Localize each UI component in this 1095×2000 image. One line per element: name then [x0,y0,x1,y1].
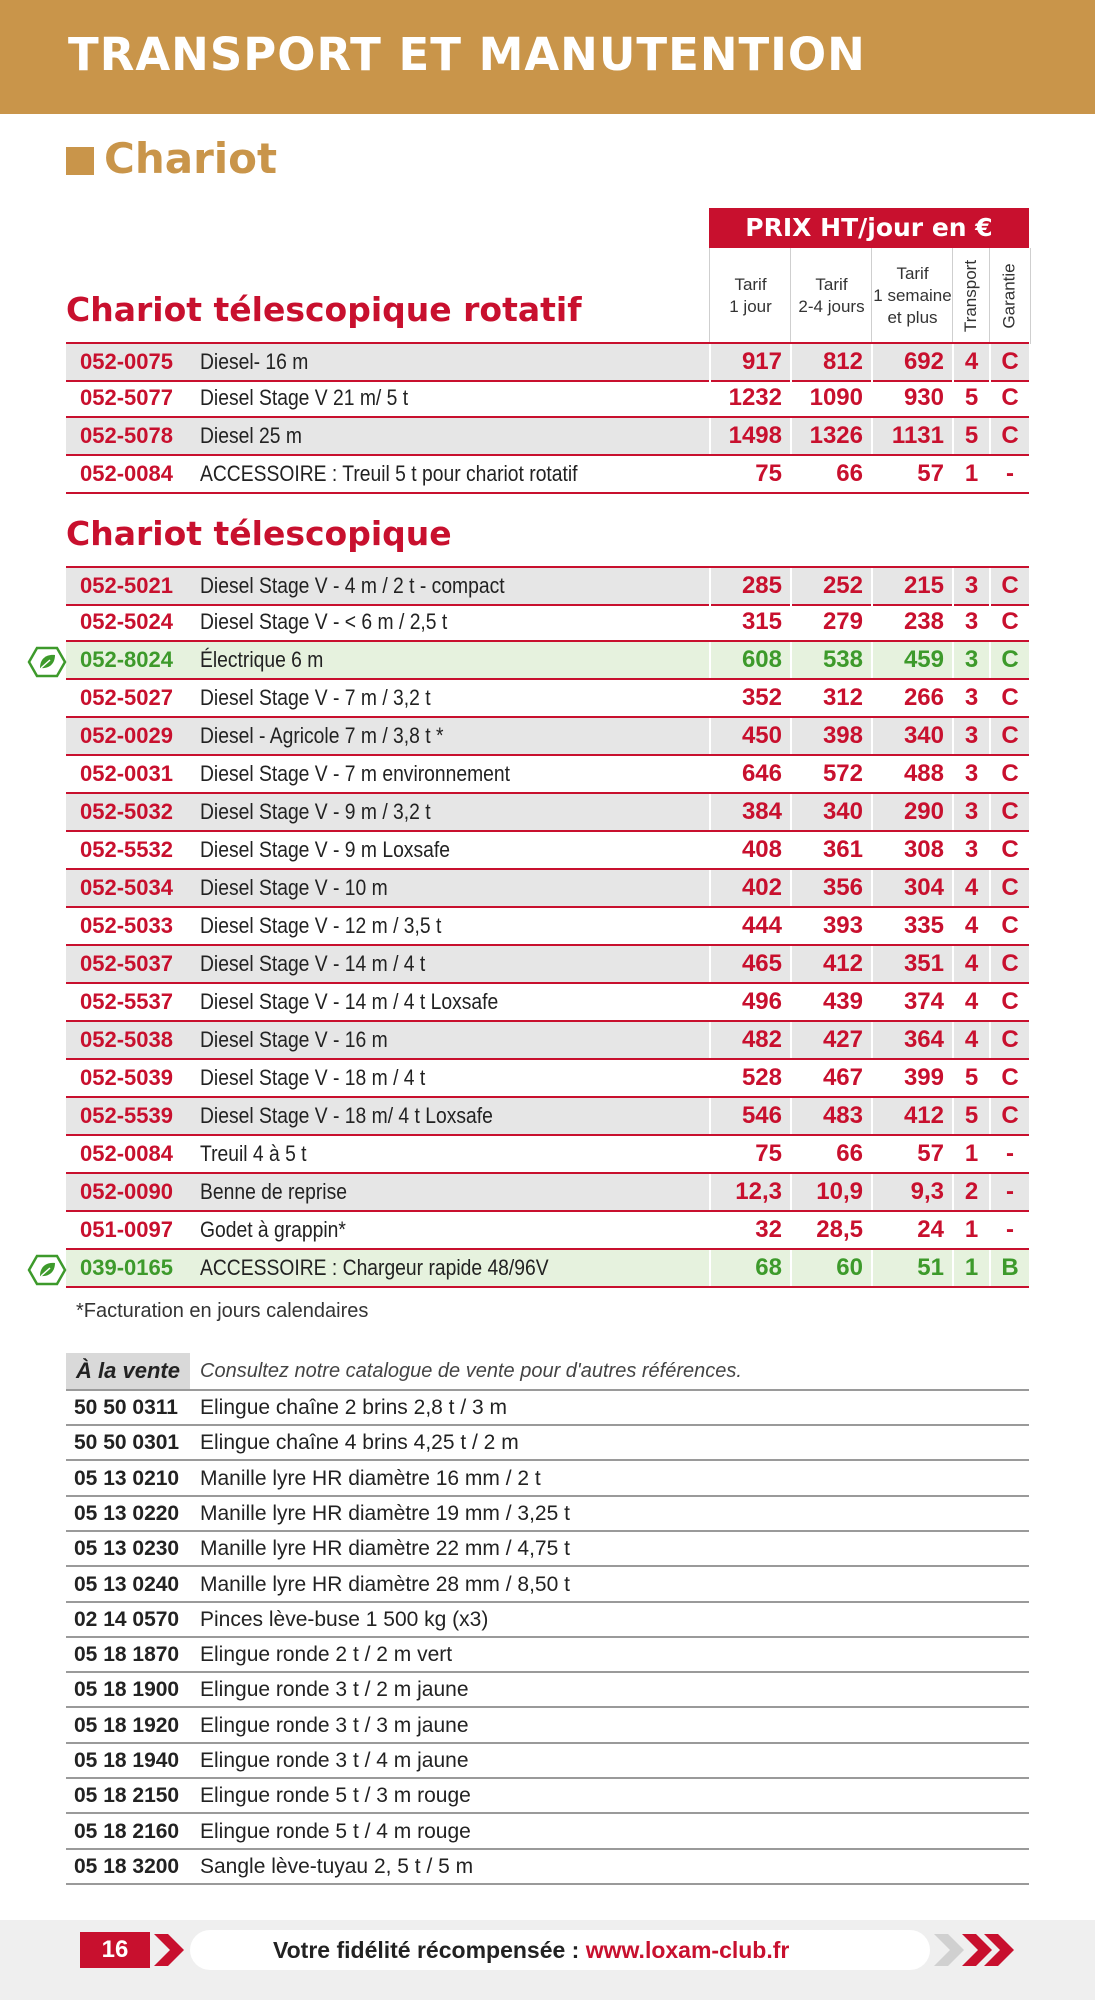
sale-row [66,1532,1029,1567]
product-code: 052-5078 [80,423,173,448]
product-description: Diesel Stage V - 18 m / 4 t [200,1065,426,1090]
sale-label: À la vente [66,1353,190,1389]
price-1-day: 1232 [709,380,790,416]
price-1-week: 692 [871,344,952,380]
product-code: 039-0165 [80,1255,173,1280]
sale-code: 05 13 0240 [74,1572,180,1596]
price-1-day: 384 [709,794,790,830]
price-1-day: 608 [709,642,790,678]
product-code: 052-5532 [80,837,173,862]
transport-code: 3 [952,756,989,792]
banner-title: TRANSPORT ET MANUTENTION [68,28,866,81]
sale-row [66,1497,1029,1532]
sale-code: 05 18 1870 [74,1643,180,1667]
sale-code: 05 13 0230 [74,1537,180,1561]
table-row [66,642,1029,680]
price-1-week: 304 [871,870,952,906]
price-1-day: 646 [709,756,790,792]
table-row [66,870,1029,908]
transport-code: 3 [952,604,989,640]
product-description: Diesel - Agricole 7 m / 3,8 t * [200,723,444,748]
transport-code: 4 [952,344,989,380]
price-2-4-days: 538 [790,642,871,678]
price-1-week: 238 [871,604,952,640]
sale-row [66,1709,1029,1744]
garantie-code: C [989,380,1029,416]
price-1-week: 459 [871,642,952,678]
product-description: Diesel Stage V - 14 m / 4 t Loxsafe [200,989,499,1014]
garantie-code: C [989,1060,1029,1096]
product-code: 052-5039 [80,1065,173,1090]
sale-row [66,1850,1029,1885]
garantie-code: C [989,756,1029,792]
price-1-week: 51 [871,1250,952,1286]
sale-description: Manille lyre HR diamètre 19 mm / 3,25 t [200,1501,570,1525]
price-column-label: Garantie [1000,263,1020,329]
price-column-label: Tarif 2-4 jours [798,275,865,316]
price-1-day: 68 [709,1250,790,1286]
garantie-code: C [989,344,1029,380]
sale-code: 02 14 0570 [74,1607,180,1631]
table-row [66,604,1029,642]
transport-code: 4 [952,870,989,906]
table-row [66,718,1029,756]
product-description: Diesel Stage V 21 m/ 5 t [200,385,409,410]
sale-row [66,1815,1029,1850]
product-description: Diesel 25 m [200,423,302,448]
table-row [66,1060,1029,1098]
price-2-4-days: 412 [790,946,871,982]
price-1-week: 364 [871,1022,952,1058]
table-row [66,680,1029,718]
price-1-week: 290 [871,794,952,830]
page-banner [0,0,1095,114]
sale-row [66,1673,1029,1708]
price-1-day: 315 [709,604,790,640]
price-1-week: 308 [871,832,952,868]
price-2-4-days: 393 [790,908,871,944]
table-row [66,756,1029,794]
sale-row [66,1603,1029,1638]
page-number: 16 [80,1932,150,1968]
leaf-icon [27,646,67,678]
price-2-4-days: 1090 [790,380,871,416]
sale-description: Elingue chaîne 4 brins 4,25 t / 2 m [200,1431,519,1455]
transport-code: 5 [952,1098,989,1134]
transport-code: 2 [952,1174,989,1210]
product-description: ACCESSOIRE : Treuil 5 t pour chariot rotatif [200,461,578,486]
chevron-right-icon [150,1930,190,1970]
price-1-day: 12,3 [709,1174,790,1210]
sale-code: 05 18 1920 [74,1713,180,1737]
garantie-code: - [989,1212,1029,1248]
price-2-4-days: 279 [790,604,871,640]
product-code: 052-0090 [80,1179,173,1204]
product-description: Diesel Stage V - < 6 m / 2,5 t [200,609,448,634]
transport-code: 5 [952,418,989,454]
product-description: Diesel- 16 m [200,349,309,374]
table-row [66,418,1029,456]
product-code: 052-5021 [80,573,173,598]
product-code: 052-5033 [80,913,173,938]
sale-row [66,1462,1029,1497]
transport-code: 1 [952,456,989,492]
product-code: 052-0084 [80,1141,173,1166]
product-description: Diesel Stage V - 14 m / 4 t [200,951,426,976]
product-description: Benne de reprise [200,1179,347,1204]
product-description: Diesel Stage V - 16 m [200,1027,388,1052]
sale-description: Elingue ronde 5 t / 3 m rouge [200,1784,471,1808]
price-2-4-days: 28,5 [790,1212,871,1248]
transport-code: 5 [952,1060,989,1096]
sale-code: 05 18 1940 [74,1749,180,1772]
sale-code: 05 18 1900 [74,1678,180,1702]
product-description: Diesel Stage V - 18 m/ 4 t Loxsafe [200,1103,493,1128]
footnote: *Facturation en jours calendaires [76,1300,369,1322]
sale-row [66,1638,1029,1673]
sale-description: Elingue ronde 3 t / 4 m jaune [200,1749,469,1772]
price-2-4-days: 572 [790,756,871,792]
garantie-code: B [989,1250,1029,1286]
price-2-4-days: 66 [790,1136,871,1172]
price-2-4-days: 340 [790,794,871,830]
price-1-week: 399 [871,1060,952,1096]
table-row [66,1098,1029,1136]
product-description: Diesel Stage V - 10 m [200,875,388,900]
sale-header [66,1353,1029,1391]
price-header: PRIX HT/jour en € [709,208,1029,248]
group-title: Chariot télescopique [66,514,452,553]
product-description: Électrique 6 m [200,647,324,672]
product-code: 052-8024 [80,647,173,672]
price-2-4-days: 398 [790,718,871,754]
price-1-day: 528 [709,1060,790,1096]
table-row [66,342,1029,382]
sale-code: 05 13 0220 [74,1501,180,1525]
sale-code: 05 18 2150 [74,1784,180,1808]
transport-code: 3 [952,794,989,830]
price-1-day: 75 [709,456,790,492]
price-2-4-days: 1326 [790,418,871,454]
footer-url-link[interactable]: www.loxam-club.fr [585,1937,790,1963]
garantie-code: C [989,718,1029,754]
price-1-day: 32 [709,1212,790,1248]
sale-description: Elingue ronde 2 t / 2 m vert [200,1643,453,1667]
product-code: 052-0075 [80,349,173,374]
transport-code: 5 [952,380,989,416]
price-1-day: 285 [709,568,790,604]
leaf-icon [27,1254,67,1286]
table-row [66,566,1029,606]
garantie-code: C [989,870,1029,906]
sale-code: 05 18 2160 [74,1819,180,1843]
garantie-code: C [989,946,1029,982]
section-square-icon [66,147,94,175]
transport-code: 3 [952,718,989,754]
product-code: 052-5037 [80,951,173,976]
price-2-4-days: 467 [790,1060,871,1096]
price-1-week: 1131 [871,418,952,454]
transport-code: 1 [952,1212,989,1248]
transport-code: 4 [952,908,989,944]
sale-code: 05 18 3200 [74,1854,180,1878]
sale-description: Manille lyre HR diamètre 22 mm / 4,75 t [200,1537,570,1561]
sale-description: Manille lyre HR diamètre 16 mm / 2 t [200,1466,541,1490]
product-description: ACCESSOIRE : Chargeur rapide 48/96V [200,1255,549,1280]
table-row [66,832,1029,870]
price-2-4-days: 252 [790,568,871,604]
product-code: 052-5038 [80,1027,173,1052]
price-2-4-days: 812 [790,344,871,380]
product-code: 052-5537 [80,989,173,1014]
transport-code: 1 [952,1136,989,1172]
sale-note: Consultez notre catalogue de vente pour d'autres références. [200,1360,742,1382]
price-1-day: 444 [709,908,790,944]
price-1-week: 57 [871,1136,952,1172]
price-1-day: 917 [709,344,790,380]
price-1-day: 352 [709,680,790,716]
transport-code: 1 [952,1250,989,1286]
price-1-day: 1498 [709,418,790,454]
price-column-header [989,248,1031,344]
transport-code: 4 [952,1022,989,1058]
price-1-day: 546 [709,1098,790,1134]
product-code: 052-5034 [80,875,173,900]
price-1-day: 482 [709,1022,790,1058]
product-description: Diesel Stage V - 12 m / 3,5 t [200,913,442,938]
table-row [66,908,1029,946]
price-column-header [709,248,791,344]
sale-description: Manille lyre HR diamètre 28 mm / 8,50 t [200,1572,570,1596]
product-description: Diesel Stage V - 9 m / 3,2 t [200,799,431,824]
garantie-code: C [989,680,1029,716]
price-column-header [952,248,990,344]
price-2-4-days: 312 [790,680,871,716]
sale-description: Elingue ronde 3 t / 2 m jaune [200,1678,469,1702]
garantie-code: C [989,1098,1029,1134]
transport-code: 3 [952,568,989,604]
table-row [66,380,1029,418]
footer-text [273,1932,789,1968]
price-1-day: 465 [709,946,790,982]
price-1-week: 340 [871,718,952,754]
price-1-day: 496 [709,984,790,1020]
product-description: Godet à grappin* [200,1217,346,1242]
sale-row [66,1391,1029,1426]
price-1-day: 402 [709,870,790,906]
group-title: Chariot télescopique rotatif [66,290,582,329]
garantie-code: C [989,832,1029,868]
garantie-code: C [989,642,1029,678]
price-1-week: 215 [871,568,952,604]
price-column-label: Tarif 1 jour [729,275,772,316]
price-1-week: 9,3 [871,1174,952,1210]
sale-code: 05 13 0210 [74,1466,180,1490]
price-2-4-days: 439 [790,984,871,1020]
price-column-header [790,248,872,344]
price-1-week: 266 [871,680,952,716]
product-description: Diesel Stage V - 4 m / 2 t - compact [200,573,505,598]
product-code: 052-0031 [80,761,173,786]
price-2-4-days: 66 [790,456,871,492]
garantie-code: C [989,604,1029,640]
price-1-week: 930 [871,380,952,416]
garantie-code: C [989,418,1029,454]
product-description: Diesel Stage V - 9 m Loxsafe [200,837,450,862]
table-row [66,1136,1029,1174]
sale-row [66,1779,1029,1814]
transport-code: 4 [952,946,989,982]
footer-slogan: Votre fidélité récompensée : [273,1937,586,1963]
product-code: 052-0029 [80,723,173,748]
price-2-4-days: 483 [790,1098,871,1134]
product-code: 052-5032 [80,799,173,824]
transport-code: 3 [952,680,989,716]
product-code: 051-0097 [80,1217,173,1242]
garantie-code: - [989,456,1029,492]
table-row [66,946,1029,984]
garantie-code: C [989,794,1029,830]
section-title-text: Chariot [104,133,278,183]
price-1-day: 408 [709,832,790,868]
chevron-right-icon [960,1930,1020,1970]
price-1-week: 412 [871,1098,952,1134]
price-column-header [871,248,953,344]
price-2-4-days: 427 [790,1022,871,1058]
section-title [66,130,277,186]
price-column-label: Transport [961,259,981,333]
price-column-label: Tarif 1 semaine et plus [873,264,952,327]
price-2-4-days: 60 [790,1250,871,1286]
price-2-4-days: 361 [790,832,871,868]
sale-description: Elingue chaîne 2 brins 2,8 t / 3 m [200,1396,508,1419]
transport-code: 3 [952,832,989,868]
garantie-code: C [989,984,1029,1020]
sale-description: Pinces lève-buse 1 500 kg (x3) [200,1607,489,1631]
table-row [66,1022,1029,1060]
price-1-week: 335 [871,908,952,944]
product-code: 052-5024 [80,609,173,634]
product-description: Diesel Stage V - 7 m / 3,2 t [200,685,431,710]
product-code: 052-5539 [80,1103,173,1128]
product-code: 052-0084 [80,461,173,486]
price-1-week: 488 [871,756,952,792]
sale-row [66,1568,1029,1603]
garantie-code: - [989,1174,1029,1210]
product-description: Treuil 4 à 5 t [200,1141,307,1166]
garantie-code: C [989,568,1029,604]
table-row [66,1212,1029,1250]
sale-description: Elingue ronde 3 t / 3 m jaune [200,1713,469,1737]
price-1-week: 24 [871,1212,952,1248]
price-1-day: 75 [709,1136,790,1172]
price-1-day: 450 [709,718,790,754]
price-2-4-days: 356 [790,870,871,906]
garantie-code: - [989,1136,1029,1172]
garantie-code: C [989,1022,1029,1058]
product-description: Diesel Stage V - 7 m environnement [200,761,511,786]
transport-code: 3 [952,642,989,678]
sale-code: 50 50 0311 [74,1396,178,1419]
garantie-code: C [989,908,1029,944]
sale-code: 50 50 0301 [74,1431,180,1455]
sale-description: Elingue ronde 5 t / 4 m rouge [200,1819,471,1843]
table-row [66,984,1029,1022]
product-code: 052-5027 [80,685,173,710]
price-1-week: 374 [871,984,952,1020]
price-1-week: 351 [871,946,952,982]
sale-row [66,1744,1029,1779]
table-row [66,1250,1029,1288]
table-row [66,794,1029,832]
product-code: 052-5077 [80,385,173,410]
price-2-4-days: 10,9 [790,1174,871,1210]
table-row [66,1174,1029,1212]
transport-code: 4 [952,984,989,1020]
sale-row [66,1426,1029,1461]
sale-description: Sangle lève-tuyau 2, 5 t / 5 m [200,1854,474,1878]
table-row [66,456,1029,494]
price-1-week: 57 [871,456,952,492]
